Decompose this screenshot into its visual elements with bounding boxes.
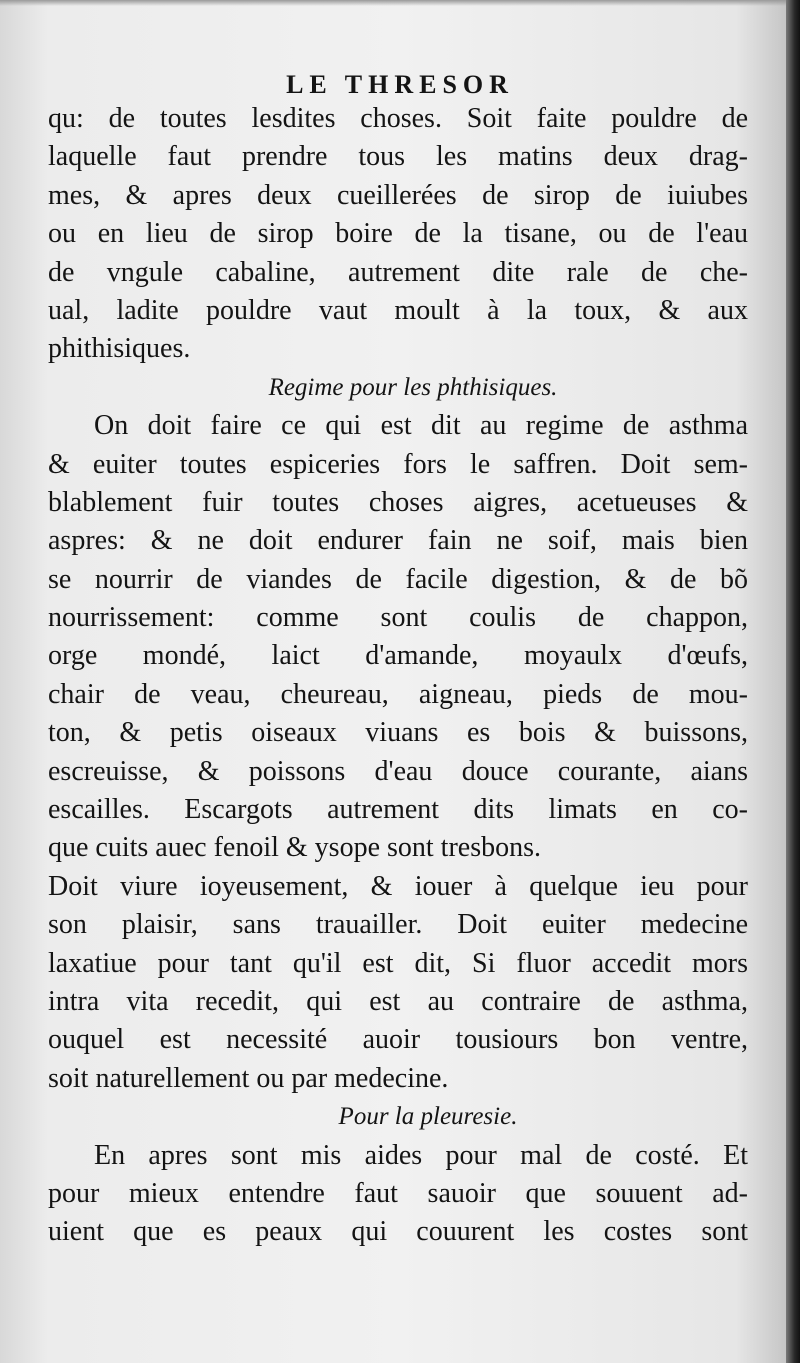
text-line: ouquel est necessité auoir tousiours bon ventre, [48,1024,748,1056]
text-line: intra vita recedit, qui est au contraire de asthma, [48,985,748,1017]
text-line: aspres: & ne doit endurer fain ne soif, mais bien [48,525,748,557]
section-heading: Regime pour les phthisiques. [268,373,558,401]
text-line: ton, & petis oiseaux viuans es bois & buissons, [48,717,748,749]
text-line: On doit faire ce qui est dit au regime de asthma [94,410,748,442]
text-line: escreuisse, & poissons d'eau douce courante, aians [48,755,748,787]
text-line: mes, & apres deux cueillerées de sirop de iuiubes [48,179,748,211]
running-head: LE THRESOR [286,70,514,99]
text-line: nourrissement: comme sont coulis de chappon, [48,602,748,634]
text-line: de vngule cabaline, autrement dite rale de che- [48,256,748,288]
text-line: chair de veau, cheureau, aigneau, pieds de mou- [48,678,748,710]
page-top-shadow [0,0,800,6]
text-line: pour mieux entendre faut sauoir que souuent ad- [48,1177,748,1209]
text-line: blablement fuir toutes choses aigres, acetueuses & [48,486,748,518]
text-line: ual, ladite pouldre vaut moult à la toux, & aux [48,294,748,326]
text-line: Doit viure ioyeusement, & iouer à quelque ieu pour [48,870,748,902]
text-line: uient que es peaux qui couurent les costes sont [48,1216,748,1248]
text-line: phithisiques. [48,333,191,365]
text-line: laxatiue pour tant qu'il est dit, Si fluor accedit mors [48,947,748,979]
text-line: qu: de toutes lesdites choses. Soit faite pouldre de [48,103,748,134]
text-line: ou en lieu de sirop boire de la tisane, ou de l'eau [48,218,748,250]
text-line: escailles. Escargots autrement dits limats en co- [48,794,748,826]
text-line: orge mondé, laict d'amande, moyaulx d'œufs, [48,640,748,672]
text-block [48,100,748,1252]
page-binding-edge [786,0,800,1363]
section-heading: Pour la pleuresie. [338,1103,518,1131]
text-line: & euiter toutes espiceries fors le saffren. Doit sem- [48,448,748,480]
text-line: laquelle faut prendre tous les matins deux drag- [48,141,748,173]
text-line: En apres sont mis aides pour mal de costé. Et [94,1139,748,1171]
text-line: soit naturellement ou par medecine. [48,1062,449,1094]
text-line: se nourrir de viandes de facile digestion, & de bõ [48,563,748,595]
text-line: son plaisir, sans trauailler. Doit euiter medecine [48,909,748,941]
text-line: que cuits auec fenoil & ysope sont tresbons. [48,832,542,864]
